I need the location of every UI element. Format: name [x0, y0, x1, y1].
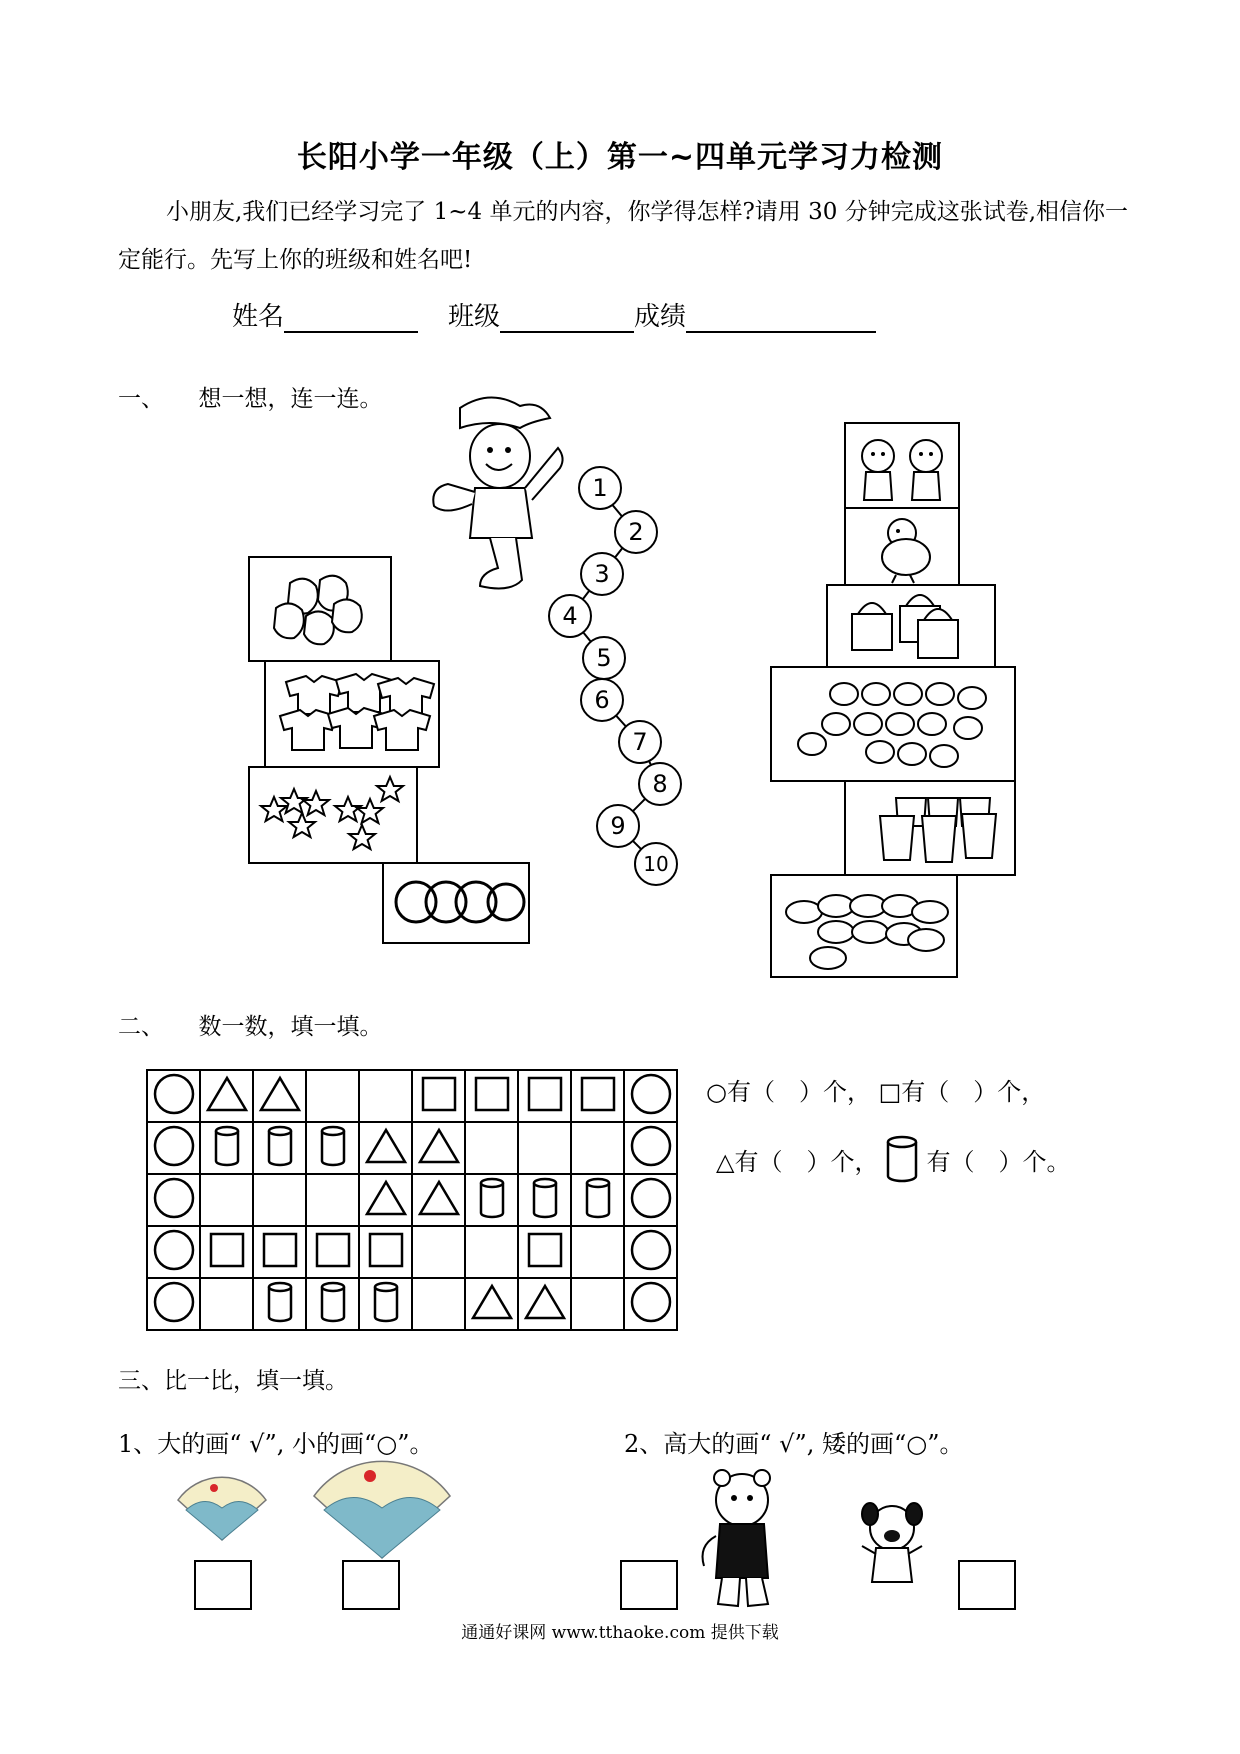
grid-cell	[200, 1226, 253, 1278]
cylinder-icon	[582, 1176, 614, 1220]
monkeys-icon	[846, 424, 958, 508]
baskets-icon	[828, 586, 994, 668]
triangle-icon	[417, 1178, 461, 1218]
answer-box-tiger[interactable]	[620, 1560, 678, 1610]
number-circle-1[interactable]: 1	[578, 466, 622, 510]
small-fan-icon	[174, 1474, 270, 1544]
grid-cell	[571, 1122, 624, 1174]
circle-icon	[629, 1176, 673, 1220]
cylinder-icon	[264, 1280, 296, 1324]
grid-cell	[306, 1278, 359, 1330]
grid-cell	[571, 1070, 624, 1122]
grid-cell	[306, 1070, 359, 1122]
footer-credit: 通通好课网 www.tthaoke.com 提供下载	[461, 1623, 779, 1643]
grid-cell	[147, 1122, 200, 1174]
number-circle-9[interactable]: 9	[596, 804, 640, 848]
grid-cell	[359, 1122, 412, 1174]
grid-cell	[147, 1174, 200, 1226]
grid-cell	[465, 1278, 518, 1330]
circle-icon	[152, 1124, 196, 1168]
picture-box-stars[interactable]	[248, 766, 418, 864]
square-icon	[578, 1074, 618, 1114]
grid-row	[147, 1070, 677, 1122]
grid-row	[147, 1174, 677, 1226]
grid-cell	[571, 1278, 624, 1330]
grid-cell	[412, 1122, 465, 1174]
cylinder-icon	[476, 1176, 508, 1220]
number-circle-3[interactable]: 3	[580, 552, 624, 596]
cylinder-icon	[882, 1134, 922, 1184]
name-blank[interactable]	[284, 301, 418, 333]
cups-icon	[846, 782, 1014, 874]
grid-cell	[253, 1122, 306, 1174]
question-3-1: 1、大的画“ √”, 小的画“○”。	[118, 1430, 434, 1458]
grid-cell	[359, 1070, 412, 1122]
class-label: 班级	[448, 302, 501, 332]
grid-cell	[624, 1278, 677, 1330]
circle-icon	[152, 1176, 196, 1220]
grid-cell	[200, 1122, 253, 1174]
section2-heading: 二、 数一数，填一填。	[118, 1014, 383, 1040]
grid-cell	[465, 1174, 518, 1226]
triangle-icon	[205, 1074, 249, 1114]
stars-icon	[250, 768, 416, 862]
cylinder-icon	[529, 1176, 561, 1220]
picture-box-clocks[interactable]	[770, 666, 1016, 782]
circle-icon	[629, 1124, 673, 1168]
grid-cell	[412, 1070, 465, 1122]
score-blank[interactable]	[686, 301, 876, 333]
answer-box-dog[interactable]	[958, 1560, 1016, 1610]
grid-cell	[518, 1226, 571, 1278]
square-icon	[366, 1230, 406, 1270]
grid-cell	[359, 1226, 412, 1278]
triangle-icon	[364, 1178, 408, 1218]
picture-box-monkeys[interactable]	[844, 422, 960, 510]
grid-row	[147, 1122, 677, 1174]
intro-paragraph: 小朋友,我们已经学习完了 1~4 单元的内容，你学得怎样?请用 30 分钟完成这张试卷,相信你一定能行。先写上你的班级和姓名吧!	[118, 199, 1129, 273]
section3-heading: 三、比一比，填一填。	[118, 1368, 348, 1394]
grid-cell	[200, 1070, 253, 1122]
triangle-icon	[364, 1126, 408, 1166]
number-circle-2[interactable]: 2	[614, 510, 658, 554]
picture-box-cups[interactable]	[844, 780, 1016, 876]
grid-cell	[571, 1226, 624, 1278]
circle-icon	[629, 1280, 673, 1324]
number-circle-8[interactable]: 8	[638, 762, 682, 806]
picture-box-shells[interactable]	[770, 874, 958, 978]
grid-cell	[200, 1174, 253, 1226]
picture-box-apples[interactable]	[248, 556, 392, 662]
student-info-fields	[232, 296, 906, 333]
triangle-icon	[470, 1282, 514, 1322]
shirts-icon	[266, 662, 438, 766]
name-label: 姓名	[232, 302, 285, 332]
grid-cell	[147, 1226, 200, 1278]
square-icon	[525, 1230, 565, 1270]
cylinder-count-question[interactable]: 有（ ）个。	[926, 1147, 1071, 1176]
grid-cell	[518, 1070, 571, 1122]
grid-cell	[518, 1278, 571, 1330]
grid-cell	[412, 1226, 465, 1278]
grid-cell	[624, 1070, 677, 1122]
square-icon	[525, 1074, 565, 1114]
grid-cell	[147, 1278, 200, 1330]
page-title: 长阳小学一年级（上）第一~四单元学习力检测	[296, 140, 944, 175]
cylinder-icon	[317, 1280, 349, 1324]
chick-icon	[846, 509, 958, 585]
triangle-icon	[258, 1074, 302, 1114]
tall-tiger-icon	[692, 1466, 792, 1616]
circle-count-question[interactable]: ○有（ ）个，	[706, 1078, 871, 1106]
number-circle-10[interactable]: 10	[634, 842, 678, 886]
grid-row	[147, 1278, 677, 1330]
square-icon	[260, 1230, 300, 1270]
shells-icon	[772, 876, 956, 976]
circle-icon	[629, 1072, 673, 1116]
cylinder-icon	[370, 1280, 402, 1324]
picture-box-chick[interactable]	[844, 507, 960, 587]
count-questions-row2	[716, 1134, 1070, 1184]
grid-cell	[306, 1174, 359, 1226]
grid-cell	[465, 1070, 518, 1122]
shapes-grid	[146, 1069, 678, 1331]
answer-box-large-fan[interactable]	[342, 1560, 400, 1610]
grid-cell	[624, 1122, 677, 1174]
grid-cell	[465, 1122, 518, 1174]
class-blank[interactable]	[500, 301, 634, 333]
picture-box-baskets[interactable]	[826, 584, 996, 670]
section1-heading: 一、 想一想，连一连。	[118, 386, 383, 412]
square-count-question[interactable]: □有（ ）个，	[878, 1078, 1046, 1106]
grid-cell	[518, 1122, 571, 1174]
cylinder-icon	[211, 1124, 243, 1168]
large-fan-icon	[308, 1458, 456, 1562]
short-dog-icon	[852, 1500, 932, 1590]
triangle-icon	[523, 1282, 567, 1322]
square-icon	[472, 1074, 512, 1114]
picture-box-rings[interactable]	[382, 862, 530, 944]
grid-cell	[359, 1278, 412, 1330]
triangle-count-question[interactable]: △有（ ）个，	[716, 1147, 879, 1176]
grid-cell	[359, 1174, 412, 1226]
cylinder-icon	[264, 1124, 296, 1168]
grid-cell	[624, 1174, 677, 1226]
grid-cell	[147, 1070, 200, 1122]
grid-cell	[306, 1226, 359, 1278]
grid-cell	[306, 1122, 359, 1174]
grid-cell	[253, 1226, 306, 1278]
alarm-clocks-icon	[772, 668, 1014, 780]
grid-cell	[465, 1226, 518, 1278]
grid-cell	[571, 1174, 624, 1226]
number-circle-6[interactable]: 6	[580, 678, 624, 722]
grid-cell	[412, 1174, 465, 1226]
circle-icon	[152, 1228, 196, 1272]
square-icon	[207, 1230, 247, 1270]
number-circle-7[interactable]: 7	[618, 720, 662, 764]
number-circle-5[interactable]: 5	[582, 636, 626, 680]
grid-cell	[624, 1226, 677, 1278]
circle-icon	[152, 1280, 196, 1324]
grid-cell	[412, 1278, 465, 1330]
square-icon	[419, 1074, 459, 1114]
answer-box-small-fan[interactable]	[194, 1560, 252, 1610]
picture-box-clothes[interactable]	[264, 660, 440, 768]
score-label: 成绩	[634, 302, 687, 332]
circle-icon	[629, 1228, 673, 1272]
grid-cell	[253, 1278, 306, 1330]
count-questions-row1	[706, 1072, 1045, 1107]
cylinder-icon	[317, 1124, 349, 1168]
number-circle-4[interactable]: 4	[548, 594, 592, 638]
grid-cell	[253, 1174, 306, 1226]
grid-cell	[518, 1174, 571, 1226]
square-icon	[313, 1230, 353, 1270]
circle-icon	[152, 1072, 196, 1116]
grid-row	[147, 1226, 677, 1278]
question-3-2: 2、高大的画“ √”, 矮的画“○”。	[624, 1430, 964, 1458]
triangle-icon	[417, 1126, 461, 1166]
grid-cell	[253, 1070, 306, 1122]
olympic-rings-icon	[384, 864, 528, 942]
apples-icon	[250, 558, 390, 660]
grid-cell	[200, 1278, 253, 1330]
